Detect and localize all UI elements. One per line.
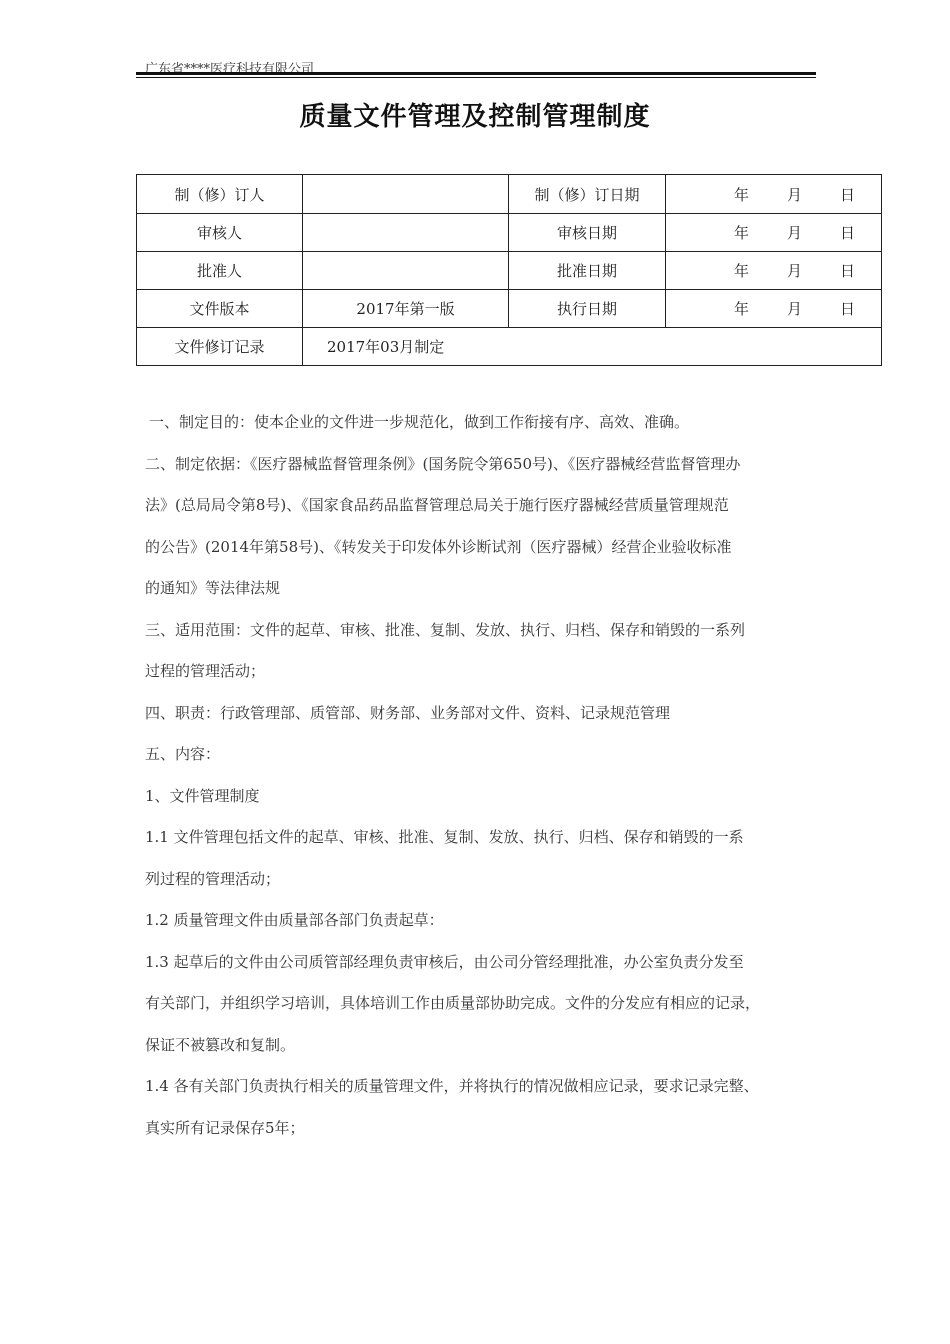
date-cell: [666, 252, 882, 290]
value-cell: [303, 214, 509, 252]
body-line: 1.2 质量管理文件由质量部各部门负责起草：: [145, 911, 444, 929]
year-label: 年: [733, 185, 749, 204]
body-line: 法》(总局局令第8号)、《国家食品药品监督管理总局关于施行医疗器械经营质量管理规范: [145, 496, 729, 514]
day-label: 日: [839, 224, 855, 242]
body-line: 1、文件管理制度: [145, 786, 260, 805]
date-cell: [666, 290, 882, 328]
label-cell: 批准日期: [509, 252, 666, 290]
day-label: 日: [839, 262, 855, 280]
year-label: 年: [733, 300, 749, 318]
body-line: 有关部门，并组织学习培训，具体培训工作由质量部协助完成。文件的分发应有相应的记录，: [145, 994, 761, 1012]
value-cell: [303, 252, 509, 290]
header-rule-thick: [136, 72, 816, 75]
revision-label-cell: 文件修订记录: [137, 328, 303, 366]
revision-value-cell: 2017年03月制定: [303, 328, 882, 366]
label-cell: 制（修）订日期: [509, 175, 666, 214]
body-line: 真实所有记录保存5年；: [145, 1118, 305, 1137]
month-label: 月: [786, 185, 802, 204]
body-line: 四、职责：行政管理部、质管部、财务部、业务部对文件、资料、记录规范管理: [145, 703, 671, 722]
table-row: [137, 290, 882, 328]
date-cell: [666, 175, 882, 214]
table-row: [137, 252, 882, 290]
value-cell: [303, 175, 509, 214]
body-line: 五、内容：: [145, 745, 221, 763]
body-line: 的公告》(2014年第58号)、《转发关于印发体外诊断试剂（医疗器械）经营企业验收标准: [145, 537, 732, 556]
body-line: 二、制定依据：《医疗器械监督管理条例》(国务院令第650号)、《医疗器械经营监督管理办: [145, 454, 741, 473]
table-row: [137, 328, 882, 366]
label-cell: 文件版本: [137, 290, 303, 328]
body-line: 过程的管理活动；: [145, 662, 266, 680]
month-label: 月: [786, 262, 802, 280]
body-line: 三、适用范围：文件的起草、审核、批准、复制、发放、执行、归档、保存和销毁的一系列: [145, 620, 746, 639]
month-label: 月: [786, 300, 802, 318]
label-cell: 批准人: [137, 252, 303, 290]
body-line: 保证不被篡改和复制。: [145, 1035, 296, 1054]
body-line: 一、制定目的：使本企业的文件进一步规范化，做到工作衔接有序、高效、准确。: [149, 413, 690, 431]
info-table: [136, 174, 882, 366]
date-cell: [666, 214, 882, 252]
table-row: [137, 175, 882, 214]
body-line: 列过程的管理活动；: [145, 869, 281, 888]
label-cell: 制（修）订人: [137, 175, 303, 214]
body-line: 1.3 起草后的文件由公司质管部经理负责审核后，由公司分管经理批准，办公室负责分发至: [145, 952, 744, 971]
label-cell: 审核人: [137, 214, 303, 252]
day-label: 日: [839, 300, 855, 318]
month-label: 月: [786, 224, 802, 242]
value-cell: 2017年第一版: [303, 290, 509, 328]
day-label: 日: [839, 185, 855, 204]
year-label: 年: [733, 224, 749, 242]
header-rule-thin: [136, 77, 816, 78]
body-line: 的通知》等法律法规: [145, 579, 281, 597]
body-line: 1.1 文件管理包括文件的起草、审核、批准、复制、发放、执行、归档、保存和销毁的一系: [145, 828, 744, 846]
document-title: 质量文件管理及控制管理制度: [299, 102, 651, 132]
body-line: 1.4 各有关部门负责执行相关的质量管理文件，并将执行的情况做相应记录，要求记录完整、: [145, 1077, 759, 1095]
label-cell: 审核日期: [509, 214, 666, 252]
table-row: [137, 214, 882, 252]
label-cell: 执行日期: [509, 290, 666, 328]
document-body: [145, 402, 825, 1149]
year-label: 年: [733, 262, 749, 280]
company-header: 广东省****医疗科技有限公司: [145, 62, 315, 77]
